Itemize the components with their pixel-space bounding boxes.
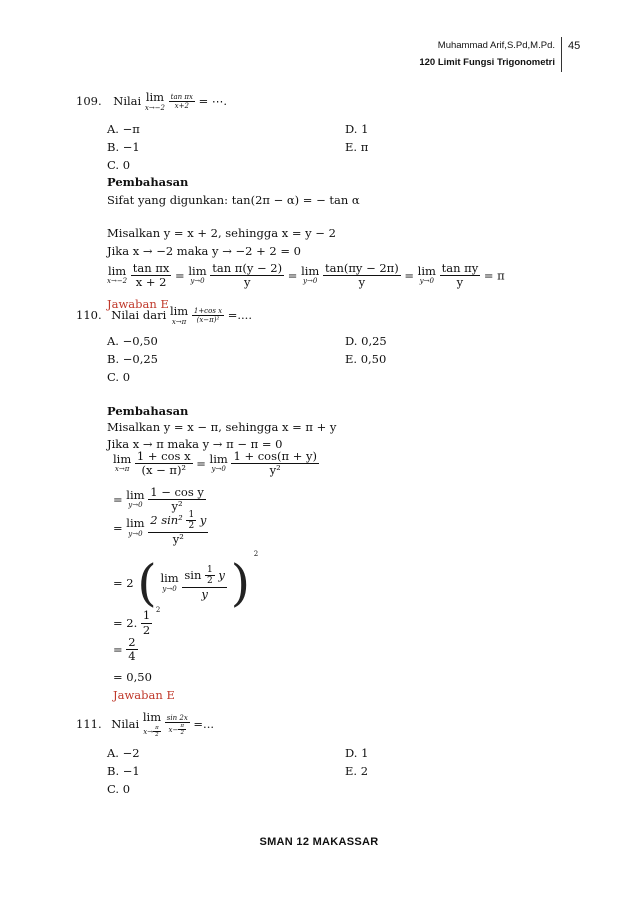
page-number: 45 — [568, 40, 581, 52]
limit-fraction: $\frac{\text{tan πx}}{x+2}$ — [170, 93, 193, 111]
step-3: = lim y→0 2 sin² $\frac{1}{2}$ y y² — [113, 510, 207, 546]
option-c: C. 0 — [107, 158, 131, 172]
question-number: 110. — [76, 307, 102, 322]
limit-operator: lim x→ $\frac{\pi}{2}$ — [142, 710, 162, 738]
option-e: E. 0,50 — [345, 352, 387, 366]
question-tail: =.... — [227, 307, 252, 322]
option-b: B. −0,25 — [107, 352, 159, 366]
jika-line: Jika x → −2 maka y → −2 + 2 = 0 — [107, 244, 301, 258]
question-number: 109. — [76, 93, 102, 108]
option-a: A. −π — [107, 122, 140, 136]
question-109 — [76, 92, 227, 112]
option-a: A. −0,50 — [107, 334, 158, 348]
jawaban-110: Jawaban E — [113, 688, 175, 702]
question-111 — [76, 712, 214, 738]
misalkan-line: Misalkan y = x + 2, sehingga x = y − 2 — [107, 226, 336, 240]
question-number: 111. — [76, 717, 102, 732]
step-4: = 2 ( lim y→0 sin $\frac{1}{2}$ y y ) $^2$ — [113, 550, 259, 612]
footer-school: SMAN 12 MAKASSAR — [259, 836, 379, 848]
option-b: B. −1 — [107, 764, 140, 778]
question-stem: Nilai dari — [111, 307, 167, 322]
question-stem: Nilai — [113, 93, 142, 108]
sifat-line: Sifat yang digunkan: tan(2π − α) = − tan α — [107, 193, 360, 207]
step-6: = $\frac{2}{4}$ — [113, 635, 136, 664]
limit-fraction: $\frac{\text{1+cos x}}{\text{(x−π)²}}$ — [193, 307, 223, 325]
limit-fraction: sin 2x x− $\frac{\pi}{2}$ — [166, 713, 188, 737]
header-author: Muhammad Arif,S.Pd,M.Pd. — [437, 40, 555, 51]
step-2: = lim y→0 $\frac{\text{1 − cos y}}{\text{y²}}$ — [113, 485, 204, 514]
step-5: = 2. $\frac{1}{2}$ $^2$ — [113, 606, 161, 637]
option-d: D. 1 — [345, 746, 369, 760]
header-divider — [561, 37, 562, 72]
question-stem: Nilai — [111, 717, 140, 732]
option-d: D. 0,25 — [345, 334, 387, 348]
option-c: C. 0 — [107, 782, 131, 796]
option-b: B. −1 — [107, 140, 140, 154]
pembahasan-heading: Pembahasan — [107, 404, 189, 418]
step-1: lim x→π $\frac{\text{1 + cos x}}{\text{(x − π)²}}$ = lim y→0 $\frac{1 + \cos(\pi + y)}{\text{y²}}$ — [113, 449, 317, 478]
question-110 — [76, 306, 252, 326]
jawaban-109: Jawaban E — [107, 297, 169, 311]
question-tail: =... — [193, 717, 215, 732]
option-e: E. 2 — [345, 764, 369, 778]
header-title: 120 Limit Fungsi Trigonometri — [419, 57, 555, 68]
option-a: A. −2 — [107, 746, 140, 760]
pembahasan-heading: Pembahasan — [107, 175, 189, 189]
jika-line: Jika x → π maka y → π − π = 0 — [107, 437, 283, 451]
question-tail: = ⋯. — [198, 93, 228, 108]
limit-operator: lim x→−2 — [144, 90, 166, 112]
misalkan-line: Misalkan y = x − π, sehingga x = π + y — [107, 420, 337, 434]
option-c: C. 0 — [107, 370, 131, 384]
limit-operator: lim x→π — [169, 304, 189, 326]
step-7: = 0,50 — [113, 670, 152, 684]
calc-line: lim x→−2 $\frac{\text{tan πx}}{x + 2}$ = lim y→0 $\frac{\text{tan π(y − 2)}}{y}$ = lim y→0 $\frac{\tan(\pi y - 2\pi)}{y}$ = lim y→0 $\frac{\text{tan πy}}{y}$ = π — [107, 261, 505, 290]
option-e: E. π — [345, 140, 369, 154]
option-d: D. 1 — [345, 122, 369, 136]
